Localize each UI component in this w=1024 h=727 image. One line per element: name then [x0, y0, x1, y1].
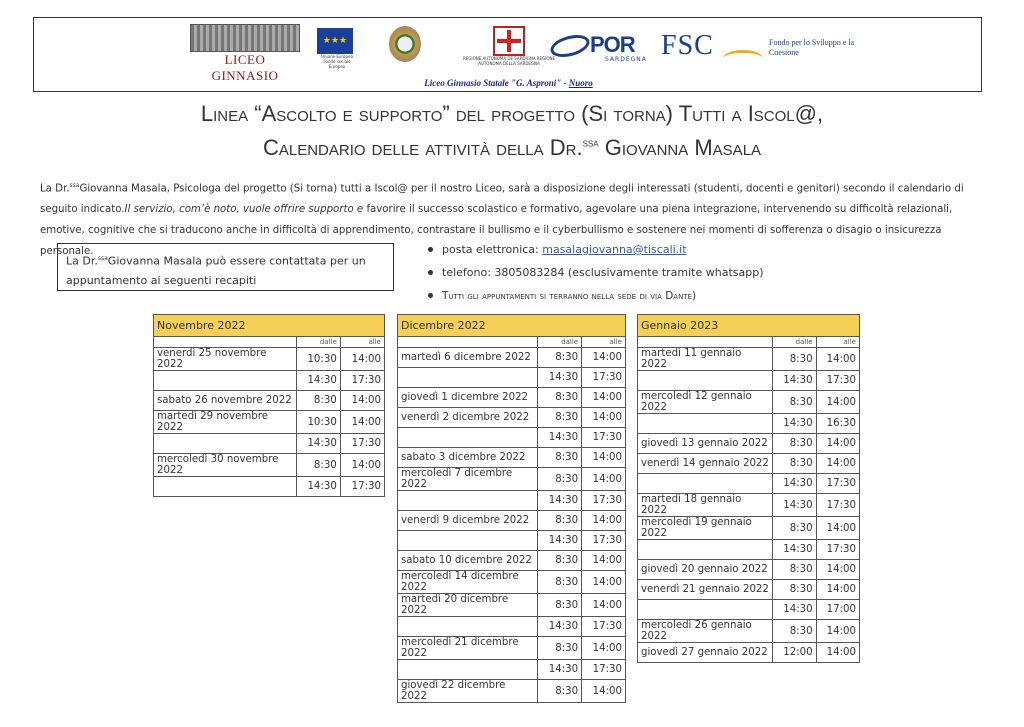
end-time-cell: 17:30 — [816, 474, 859, 494]
start-time-cell: 8:30 — [773, 434, 816, 454]
empty-cell — [638, 337, 773, 348]
table-row — [398, 680, 626, 703]
contact-list — [425, 241, 764, 310]
end-time-cell: 17:30 — [582, 531, 626, 551]
end-time-cell: 14:00 — [582, 448, 626, 468]
table-row — [398, 428, 626, 448]
date-cell — [638, 540, 773, 560]
date-cell: giovedì 22 dicembre 2022 — [398, 680, 538, 703]
contact-email — [425, 241, 764, 264]
table-row — [398, 491, 626, 511]
date-cell: martedì 20 dicembre 2022 — [398, 594, 538, 617]
por-sub: SARDEGNA — [605, 56, 647, 63]
end-time-cell: 14:00 — [340, 454, 384, 477]
table-row — [638, 454, 860, 474]
intro-c: favorire il successo scolastico e formativo, agevolare una piena integrazione, intervenendo su difficoltà relazionali, emotive, cognitive che si traducono anche in difficoltà di apprendimento, contrastare il bullismo e il cyberbullismo e sostenere nei momenti di sofferenza o disagio o insicurezza personale. — [40, 204, 953, 258]
col-from: dalle — [538, 337, 582, 348]
table-row — [638, 643, 860, 663]
empty-cell — [398, 337, 538, 348]
start-time-cell: 14:30 — [538, 660, 582, 680]
start-time-cell: 8:30 — [538, 571, 582, 594]
table-row — [638, 517, 860, 540]
eu-logo — [317, 28, 357, 69]
date-cell: venerdì 25 novembre 2022 — [154, 348, 297, 371]
table-row — [154, 477, 385, 497]
date-cell — [398, 428, 538, 448]
school-building-image — [190, 24, 300, 52]
table-row — [398, 448, 626, 468]
start-time-cell: 14:30 — [773, 414, 816, 434]
bullet-icon — [428, 247, 433, 252]
contact-phone — [425, 264, 764, 287]
month-title: Dicembre 2022 — [398, 315, 626, 337]
email-label: posta elettronica: — [442, 243, 543, 256]
fsc-sub: Fondo per lo Sviluppo e la Coesione — [769, 38, 855, 57]
intro-a: La Dr. — [40, 183, 70, 195]
month-title: Novembre 2022 — [154, 315, 385, 337]
date-cell — [154, 371, 297, 391]
intro-sup: ssa — [69, 182, 80, 189]
date-cell: martedì 11 gennaio 2022 — [638, 348, 773, 371]
contact-note — [425, 287, 764, 310]
date-cell: giovedì 13 gennaio 2022 — [638, 434, 773, 454]
date-cell — [638, 414, 773, 434]
start-time-cell: 8:30 — [773, 454, 816, 474]
header-banner — [33, 17, 982, 92]
table-row — [638, 580, 860, 600]
date-cell: martedì 18 gennaio 2022 — [638, 494, 773, 517]
table-row — [638, 434, 860, 454]
contact-box — [57, 243, 394, 291]
date-cell: giovedì 27 gennaio 2022 — [638, 643, 773, 663]
end-time-cell: 14:00 — [340, 391, 384, 411]
start-time-cell: 12:00 — [773, 643, 816, 663]
liceo-logo — [190, 24, 300, 83]
start-time-cell: 14:30 — [538, 368, 582, 388]
start-time-cell: 10:30 — [296, 348, 340, 371]
month-title: Gennaio 2023 — [638, 315, 860, 337]
table-row — [638, 600, 860, 620]
start-time-cell: 8:30 — [773, 348, 816, 371]
date-cell — [638, 371, 773, 391]
por-logo — [550, 32, 647, 66]
sardinia-crest-icon — [493, 26, 525, 56]
date-cell: venerdì 21 gennaio 2022 — [638, 580, 773, 600]
box-b: Giovanna Masala può essere contattata per un appuntamento ai seguenti recapiti — [66, 254, 366, 287]
date-cell: martedì 29 novembre 2022 — [154, 411, 297, 434]
table-row — [398, 617, 626, 637]
table-row — [398, 511, 626, 531]
start-time-cell: 8:30 — [773, 391, 816, 414]
page-title-line1: Linea “Ascolto e supporto” del progetto (Si torna) Tutti a Iscol@, — [200, 101, 824, 126]
caption-main: Liceo Ginnasio Statale "G. Asproni" - — [424, 78, 569, 88]
date-cell: mercoledì 30 novembre 2022 — [154, 454, 297, 477]
intro-b: Giovanna Masala, Psicologa del progetto (Si torna) tutti a Iscol@ per il nostro Liceo, sarà a disposizione degli interessati (studenti, docenti e genitori) secondo il calendario di seguito indicato. — [40, 183, 964, 216]
table-row — [154, 434, 385, 454]
end-time-cell: 14:00 — [816, 434, 859, 454]
date-cell: mercoledì 21 dicembre 2022 — [398, 637, 538, 660]
end-time-cell: 17:30 — [816, 540, 859, 560]
start-time-cell: 8:30 — [296, 391, 340, 411]
end-time-cell: 14:00 — [582, 551, 626, 571]
start-time-cell: 14:30 — [773, 494, 816, 517]
table-row — [398, 551, 626, 571]
date-cell: giovedì 20 gennaio 2022 — [638, 560, 773, 580]
table-row — [398, 637, 626, 660]
date-cell — [398, 531, 538, 551]
intro-italic: Il servizio, com’è noto, vuole offrire supporto e — [124, 204, 364, 216]
end-time-cell: 14:00 — [582, 468, 626, 491]
phone-label: telefono: — [442, 266, 495, 279]
end-time-cell: 14:00 — [816, 454, 859, 474]
date-cell: mercoledì 12 gennaio 2022 — [638, 391, 773, 414]
header-caption — [34, 78, 983, 88]
table-row — [638, 540, 860, 560]
end-time-cell: 17:30 — [816, 371, 859, 391]
end-time-cell: 17:30 — [582, 617, 626, 637]
box-sup: ssa — [97, 255, 108, 262]
fsc-label: FSC — [661, 30, 714, 61]
note-text: Tutti gli appuntamenti si terranno nella sede di via Dante) — [442, 290, 697, 302]
sardinia-caption: REGIONE AUTONOMA DE SARDIGNA REGIONE AUTONOMA DELLA SARDEGNA — [462, 56, 555, 66]
end-time-cell: 14:00 — [816, 580, 859, 600]
por-label: POR — [590, 32, 635, 57]
start-time-cell: 10:30 — [296, 411, 340, 434]
end-time-cell: 14:00 — [816, 643, 859, 663]
col-to: alle — [816, 337, 859, 348]
date-cell: sabato 10 dicembre 2022 — [398, 551, 538, 571]
end-time-cell: 14:00 — [582, 594, 626, 617]
table-row — [398, 368, 626, 388]
date-cell: mercoledì 7 dicembre 2022 — [398, 468, 538, 491]
start-time-cell: 8:30 — [538, 408, 582, 428]
calendar-december — [397, 314, 626, 703]
title-sup: ssa — [582, 135, 599, 150]
table-row — [638, 391, 860, 414]
start-time-cell: 8:30 — [538, 468, 582, 491]
end-time-cell: 14:00 — [816, 391, 859, 414]
end-time-cell: 17:30 — [816, 494, 859, 517]
end-time-cell: 14:00 — [582, 348, 626, 368]
table-row — [154, 391, 385, 411]
table-row — [398, 571, 626, 594]
date-cell — [398, 368, 538, 388]
por-ring-icon — [548, 31, 592, 61]
italian-republic-emblem — [389, 26, 425, 66]
end-time-cell: 14:00 — [816, 517, 859, 540]
table-row — [154, 454, 385, 477]
date-cell: venerdì 14 gennaio 2022 — [638, 454, 773, 474]
title-post: Giovanna Masala — [598, 135, 762, 160]
page-title-line2 — [0, 135, 1024, 161]
date-cell: sabato 3 dicembre 2022 — [398, 448, 538, 468]
date-cell: venerdì 2 dicembre 2022 — [398, 408, 538, 428]
start-time-cell: 14:30 — [538, 491, 582, 511]
date-cell: martedì 6 dicembre 2022 — [398, 348, 538, 368]
end-time-cell: 14:00 — [816, 348, 859, 371]
start-time-cell: 14:30 — [296, 477, 340, 497]
end-time-cell: 17:30 — [582, 428, 626, 448]
fsc-swoosh-icon — [723, 50, 763, 67]
table-row — [154, 411, 385, 434]
col-from: dalle — [773, 337, 816, 348]
calendar-november — [153, 314, 385, 497]
table-row — [398, 531, 626, 551]
start-time-cell: 8:30 — [538, 388, 582, 408]
end-time-cell: 16:30 — [816, 414, 859, 434]
date-cell — [638, 474, 773, 494]
col-to: alle — [340, 337, 384, 348]
start-time-cell: 8:30 — [538, 448, 582, 468]
start-time-cell: 14:30 — [773, 371, 816, 391]
date-cell — [398, 660, 538, 680]
end-time-cell: 14:00 — [582, 511, 626, 531]
school-name: LICEO GINNASIO — [211, 52, 279, 83]
end-time-cell: 14:00 — [816, 620, 859, 643]
start-time-cell: 14:30 — [296, 371, 340, 391]
date-cell — [398, 617, 538, 637]
start-time-cell: 14:30 — [296, 434, 340, 454]
start-time-cell: 8:30 — [773, 560, 816, 580]
start-time-cell: 8:30 — [296, 454, 340, 477]
start-time-cell: 14:30 — [538, 617, 582, 637]
date-cell — [638, 600, 773, 620]
table-row — [638, 348, 860, 371]
phone-value: 3805083284 (esclusivamente tramite whatsapp) — [494, 266, 764, 279]
start-time-cell: 8:30 — [538, 637, 582, 660]
email-link[interactable]: masalagiovanna@tiscali.it — [542, 243, 687, 256]
table-row — [154, 371, 385, 391]
sardinia-region-logo — [454, 26, 564, 66]
table-row — [638, 494, 860, 517]
end-time-cell: 17:30 — [582, 660, 626, 680]
end-time-cell: 14:00 — [582, 637, 626, 660]
date-cell: mercoledì 26 gennaio 2022 — [638, 620, 773, 643]
end-time-cell: 17:30 — [340, 371, 384, 391]
table-row — [398, 660, 626, 680]
table-row — [638, 560, 860, 580]
start-time-cell: 8:30 — [538, 551, 582, 571]
end-time-cell: 17:30 — [340, 477, 384, 497]
end-time-cell: 14:00 — [340, 348, 384, 371]
start-time-cell: 8:30 — [538, 511, 582, 531]
date-cell — [154, 477, 297, 497]
eu-stars-icon: ★★★ — [317, 28, 353, 54]
end-time-cell: 14:00 — [816, 560, 859, 580]
date-cell: giovedì 1 dicembre 2022 — [398, 388, 538, 408]
end-time-cell: 17:30 — [582, 368, 626, 388]
box-a: La Dr. — [66, 254, 98, 268]
end-time-cell: 14:00 — [582, 680, 626, 703]
start-time-cell: 8:30 — [538, 680, 582, 703]
start-time-cell: 14:30 — [773, 474, 816, 494]
end-time-cell: 14:00 — [582, 388, 626, 408]
date-cell: venerdì 9 dicembre 2022 — [398, 511, 538, 531]
emblem-icon — [389, 26, 421, 62]
start-time-cell: 14:30 — [538, 531, 582, 551]
date-cell: mercoledì 19 gennaio 2022 — [638, 517, 773, 540]
table-row — [638, 371, 860, 391]
end-time-cell: 14:00 — [340, 411, 384, 434]
date-cell: sabato 26 novembre 2022 — [154, 391, 297, 411]
table-row — [398, 468, 626, 491]
table-row — [398, 388, 626, 408]
calendar-january — [637, 314, 860, 663]
table-row — [398, 408, 626, 428]
table-row — [398, 594, 626, 617]
start-time-cell: 14:30 — [773, 540, 816, 560]
title-pre: Calendario delle attività della Dr. — [262, 135, 583, 160]
end-time-cell: 17:30 — [582, 491, 626, 511]
bullet-icon — [428, 270, 433, 275]
start-time-cell: 8:30 — [773, 517, 816, 540]
end-time-cell: 17:00 — [816, 600, 859, 620]
table-row — [154, 348, 385, 371]
caption-city: Nuoro — [568, 78, 593, 88]
date-cell — [154, 434, 297, 454]
start-time-cell: 8:30 — [538, 348, 582, 368]
empty-cell — [154, 337, 297, 348]
table-row — [398, 348, 626, 368]
col-from: dalle — [296, 337, 340, 348]
start-time-cell: 8:30 — [538, 594, 582, 617]
end-time-cell: 14:00 — [582, 571, 626, 594]
date-cell — [398, 491, 538, 511]
table-row — [638, 620, 860, 643]
date-cell: mercoledì 14 dicembre 2022 — [398, 571, 538, 594]
bullet-icon — [428, 293, 433, 298]
start-time-cell: 8:30 — [773, 580, 816, 600]
end-time-cell: 17:30 — [340, 434, 384, 454]
col-to: alle — [582, 337, 626, 348]
eu-caption: Unione Europea Fondo sociale Europeo — [321, 54, 353, 69]
start-time-cell: 8:30 — [773, 620, 816, 643]
start-time-cell: 14:30 — [538, 428, 582, 448]
table-row — [638, 414, 860, 434]
table-row — [638, 474, 860, 494]
end-time-cell: 14:00 — [582, 408, 626, 428]
start-time-cell: 14:30 — [773, 600, 816, 620]
fsc-logo — [661, 30, 861, 70]
